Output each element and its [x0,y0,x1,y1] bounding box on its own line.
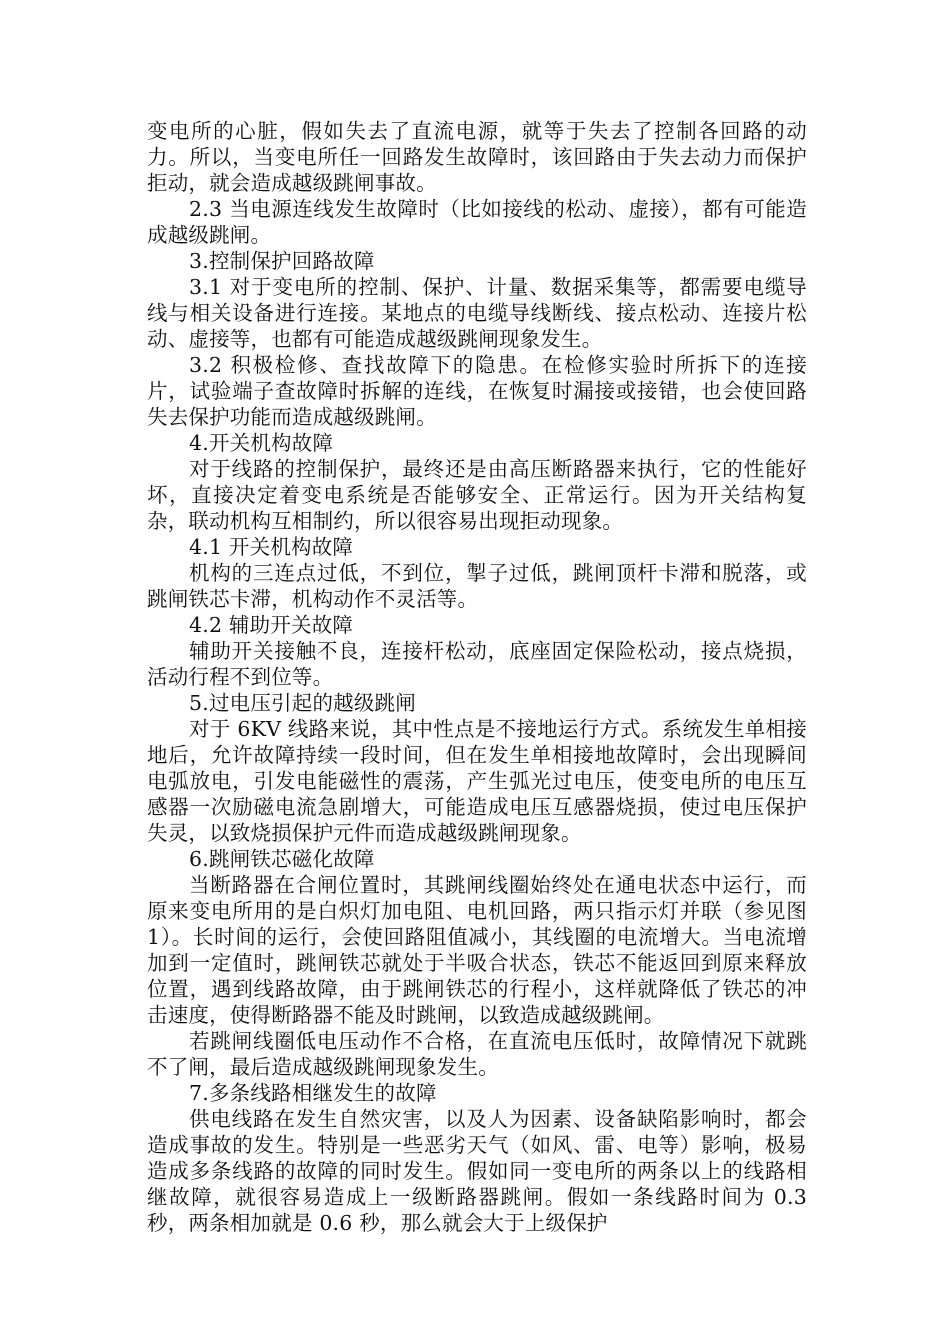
paragraph-5: 对于 6KV 线路来说，其中性点是不接地运行方式。系统发生单相接地后，允许故障持续一段时间，但在发生单相接地故障时，会出现瞬间电弧放电，引发电能磁性的震荡，产生弧光过电压，使变电所的电压互感器一次励磁电流急剧增大，可能造成电压互感器烧损，使过电压保护失灵，以致烧损保护元件而造成越级跳闸现象。 [147,717,807,845]
paragraph-6-low-voltage: 若跳闸线圈低电压动作不合格，在直流电压低时，故障情况下就跳不了闸，最后造成越级跳闸现象发生。 [147,1029,807,1079]
paragraph-4-2: 辅助开关接触不良，连接杆松动，底座固定保险松动，接点烧损，活动行程不到位等。 [147,639,807,689]
paragraph-intro: 变电所的心脏，假如失去了直流电源，就等于失去了控制各回路的动力。所以，当变电所任一回路发生故障时，该回路由于失去动力而保护拒动，就会造成越级跳闸事故。 [147,119,807,195]
paragraph-3-2: 3.2 积极检修、查找故障下的隐患。在检修实验时所拆下的连接片，试验端子查故障时拆解的连线，在恢复时漏接或接错，也会使回路失去保护功能而造成越级跳闸。 [147,353,807,429]
paragraph-2-3: 2.3 当电源连线发生故障时（比如接线的松动、虚接），都有可能造成越级跳闸。 [147,197,807,247]
heading-6: 6.跳闸铁芯磁化故障 [189,847,375,871]
paragraph-3-1: 3.1 对于变电所的控制、保护、计量、数据采集等，都需要电缆导线与相关设备进行连接。某地点的电缆导线断线、接点松动、连接片松动、虚接等，也都有可能造成越级跳闸现象发生。 [147,275,807,351]
paragraph-6: 当断路器在合闸位置时，其跳闸线圈始终处在通电状态中运行，而原来变电所用的是白炽灯加电阻、电机回路，两只指示灯并联（参见图 1）。长时间的运行，会使回路阻值减小，其线圈的电流增大。当电流增加到一定值时，跳闸铁芯就处于半吸合状态，铁芯不能返回到原来释放位置，遇到线路故障，由于跳闸铁芯的行程小，这样就降低了铁芯的冲击速度，使得断路器不能及时跳闸，以致造成越级跳闸。 [147,873,807,1027]
paragraph-4-1: 机构的三连点过低，不到位，掣子过低，跳闸顶杆卡滞和脱落，或跳闸铁芯卡滞，机构动作不灵活等。 [147,561,807,611]
heading-4: 4.开关机构故障 [189,431,334,455]
paragraph-4-intro: 对于线路的控制保护，最终还是由高压断路器来执行，它的性能好坏，直接决定着变电系统是否能够安全、正常运行。因为开关结构复杂，联动机构互相制约，所以很容易出现拒动现象。 [147,457,807,533]
heading-7: 7.多条线路相继发生的故障 [189,1081,437,1105]
heading-4-2: 4.2 辅助开关故障 [189,613,354,637]
heading-5: 5.过电压引起的越级跳闸 [189,691,416,715]
heading-3: 3.控制保护回路故障 [189,249,375,273]
document-page [147,118,807,1236]
paragraph-7: 供电线路在发生自然灾害，以及人为因素、设备缺陷影响时，都会造成事故的发生。特别是一些恶劣天气（如风、雷、电等）影响，极易造成多条线路的故障的同时发生。假如同一变电所的两条以上的线路相继故障，就很容易造成上一级断路器跳闸。假如一条线路时间为 0.3 秒，两条相加就是 0.6 秒，那么就会大于上级保护 [147,1107,807,1235]
heading-4-1: 4.1 开关机构故障 [189,535,354,559]
